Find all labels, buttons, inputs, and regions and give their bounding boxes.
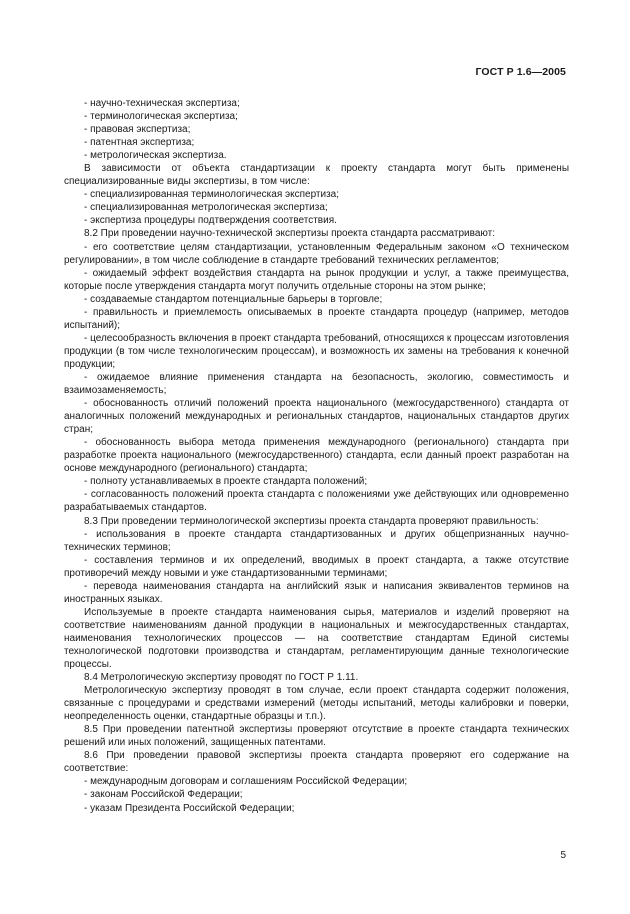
list-item: - терминологическая экспертиза; — [84, 111, 238, 123]
list-item: - правовая экспертиза; — [84, 124, 191, 136]
list-item: - его соответствие целям стандартизации, установленным Федеральным законом «О техническом регулировании», в том числе соблюдение в стандарте требований технических регламентов; — [64, 241, 569, 266]
list-item: - обоснованность отличий положений проекта национального (межгосударственного) стандарта от аналогичных положений международных и региональных стандартов, национальных стандартов других стран; — [64, 398, 569, 436]
clause-8-5: 8.5 При проведении патентной экспертизы проверяют отсутствие в проекте стандарта технических решений или иных положений, защищенных патентами. — [64, 724, 569, 749]
list-item: - метрологическая экспертиза. — [84, 150, 227, 162]
list-item: - правильность и приемлемость описываемых в проекте стандарта процедур (например, методов испытаний); — [64, 306, 569, 331]
list-item: - законам Российской Федерации; — [84, 789, 243, 801]
paragraph: Метрологическую экспертизу проводят в том случае, если проект стандарта содержит положения, связанные с процедурами и средствами измерений (методы испытаний, методы калибровки и поверки, неопределенность оценки, стандартные образцы и т.п.). — [64, 685, 569, 723]
list-item: - международным договорам и соглашениям Российской Федерации; — [84, 776, 408, 788]
list-item: - полноту устанавливаемых в проекте стандарта положений; — [84, 476, 368, 488]
list-item: - патентная экспертиза; — [84, 137, 195, 149]
clause-8-4: 8.4 Метрологическую экспертизу проводят по ГОСТ Р 1.11. — [84, 672, 359, 684]
clause-8-3: 8.3 При проведении терминологической экспертизы проекта стандарта проверяют правильность: — [84, 515, 539, 527]
paragraph: В зависимости от объекта стандартизации к проекту стандарта могут быть применены специализированные виды экспертизы, в том числе: — [64, 163, 569, 188]
clause-8-6: 8.6 При проведении правовой экспертизы проекта стандарта проверяют его содержание на соответствие: — [64, 750, 569, 775]
list-item: - экспертиза процедуры подтверждения соответствия. — [84, 215, 337, 227]
list-item: - перевода наименования стандарта на английский язык и написания эквивалентов терминов на иностранных языках. — [64, 580, 569, 605]
list-item: - ожидаемое влияние применения стандарта на безопасность, экологию, совместимость и взаимозаменяемость; — [64, 371, 569, 397]
clause-8-2: 8.2 При проведении научно-технической экспертизы проекта стандарта рассматривают: — [84, 228, 496, 240]
paragraph: Используемые в проекте стандарта наименования сырья, материалов и изделий проверяют на соответствие наименованиям данной продукции в национальных и межгосударственных стандартах, наименования технологических процессов — на соответствие стандартам Единой системы технологической подготовки производства и стандартам, регламентирующим данные технологические процессы. — [64, 606, 569, 671]
list-item: - целесообразность включения в проект стандарта требований, относящихся к процессам изготовления продукции (в том числе технологическим процессам), и возможность их замены на требования к конечной продукции; — [64, 332, 569, 370]
page-number: 5 — [560, 850, 566, 861]
list-item: - специализированная метрологическая экспертиза; — [84, 202, 328, 214]
list-item: - указам Президента Российской Федерации; — [84, 802, 295, 814]
list-item: - ожидаемый эффект воздействия стандарта на рынок продукции и услуг, а также преимущества, которые после утверждения стандарта могут получить отдельные стороны на этом рынке; — [64, 267, 569, 292]
list-item: - специализированная терминологическая экспертиза; — [84, 189, 340, 201]
list-item: - согласованность положений проекта стандарта с положениями уже действующих или одновременно разрабатываемых стандартов. — [64, 489, 569, 514]
list-item: - составления терминов и их определений, вводимых в проект стандарта, а также отсутствие противоречий между новыми и уже стандартизованными терминами; — [64, 554, 569, 579]
list-item: - создаваемые стандартом потенциальные барьеры в торговле; — [84, 293, 383, 305]
list-item: - использования в проекте стандарта стандартизованных и других общепризнанных научно-технических терминов; — [64, 528, 569, 553]
document-body — [64, 97, 569, 815]
list-item: - научно-техническая экспертиза; — [84, 98, 240, 109]
list-item: - обоснованность выбора метода применения международного (регионального) стандарта при разработке проекта национального (межгосударственного) стандарта, если данный проект разработан на основе международного (регионального) стандарта; — [64, 437, 569, 475]
document-header: ГОСТ Р 1.6—2005 — [475, 66, 566, 78]
